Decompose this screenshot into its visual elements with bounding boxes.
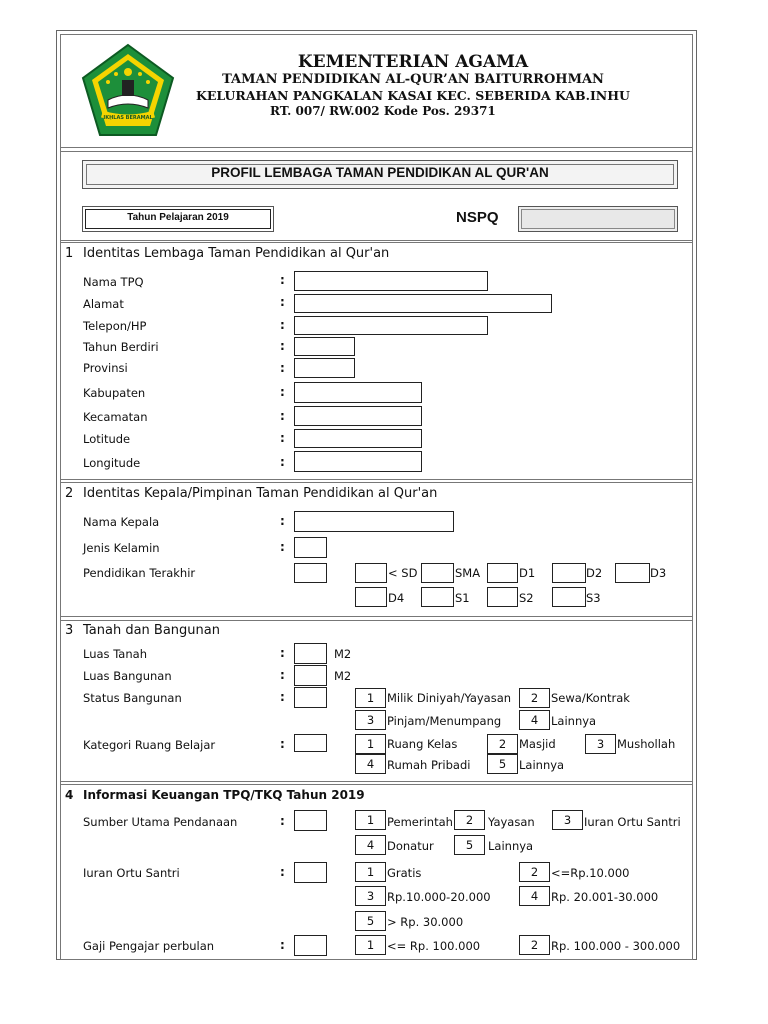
- status-option-4[interactable]: 4: [519, 710, 550, 730]
- iuran-ortu-field[interactable]: [294, 862, 327, 883]
- luas-tanah-unit: M2: [334, 647, 352, 661]
- tahun-berdiri-field[interactable]: [294, 337, 355, 356]
- edu-option-s2-label: S2: [519, 591, 534, 605]
- label-gaji-pengajar: Gaji Pengajar perbulan: [83, 939, 215, 953]
- colon: :: [280, 295, 285, 309]
- colon: :: [280, 690, 285, 704]
- iuran-option-3[interactable]: 3: [355, 886, 386, 906]
- telepon-field[interactable]: [294, 316, 488, 335]
- pendidikan-field[interactable]: [294, 563, 327, 583]
- kabupaten-field[interactable]: [294, 382, 422, 403]
- provinsi-field[interactable]: [294, 358, 355, 378]
- edu-option-sd[interactable]: [355, 563, 387, 583]
- ruang-option-2[interactable]: 2: [487, 734, 518, 754]
- colon: :: [280, 385, 285, 399]
- label-status-bangunan: Status Bangunan: [83, 691, 182, 705]
- label-sumber-dana: Sumber Utama Pendanaan: [83, 815, 238, 829]
- luas-bangunan-unit: M2: [334, 669, 352, 683]
- status-option-3-label: Pinjam/Menumpang: [387, 714, 502, 728]
- colon: :: [280, 737, 285, 751]
- colon: :: [280, 318, 285, 332]
- iuran-option-1[interactable]: 1: [355, 862, 386, 882]
- label-longitude: Longitude: [83, 456, 141, 470]
- nspq-field-inner: [521, 209, 675, 229]
- iuran-option-2[interactable]: 2: [519, 862, 550, 882]
- colon: :: [280, 814, 285, 828]
- edu-option-d4-label: D4: [388, 591, 405, 605]
- iuran-option-5-label: > Rp. 30.000: [387, 915, 464, 929]
- ruang-option-1-label: Ruang Kelas: [387, 737, 458, 751]
- section-2-title: Identitas Kepala/Pimpinan Taman Pendidikan al Qur'an: [83, 486, 438, 501]
- edu-option-d1[interactable]: [487, 563, 518, 583]
- label-luas-tanah: Luas Tanah: [83, 647, 147, 661]
- dana-option-5-label: Lainnya: [488, 839, 534, 853]
- edu-option-s2[interactable]: [487, 587, 518, 607]
- luas-tanah-field[interactable]: [294, 643, 327, 664]
- edu-option-sma[interactable]: [421, 563, 454, 583]
- header-ministry: KEMENTERIAN AGAMA: [297, 52, 529, 72]
- alamat-field[interactable]: [294, 294, 552, 313]
- colon: :: [280, 938, 285, 952]
- kategori-ruang-field[interactable]: [294, 734, 327, 752]
- colon: :: [280, 339, 285, 353]
- section-1-title: Identitas Lembaga Taman Pendidikan al Qur'an: [83, 246, 390, 261]
- ruang-option-5[interactable]: 5: [487, 754, 518, 774]
- ruang-option-1[interactable]: 1: [355, 734, 386, 754]
- section-3-number: 3: [65, 623, 74, 638]
- nama-kepala-field[interactable]: [294, 511, 454, 532]
- dana-option-2[interactable]: 2: [454, 810, 485, 830]
- edu-option-d2[interactable]: [552, 563, 586, 583]
- colon: :: [280, 409, 285, 423]
- iuran-option-4[interactable]: 4: [519, 886, 550, 906]
- label-alamat: Alamat: [83, 297, 124, 311]
- label-tahun-berdiri: Tahun Berdiri: [83, 340, 159, 354]
- tahun-pelajaran: Tahun Pelajaran 2019: [127, 212, 229, 223]
- label-nama-kepala: Nama Kepala: [83, 515, 160, 529]
- colon: :: [280, 273, 285, 287]
- label-provinsi: Provinsi: [83, 361, 128, 375]
- dana-option-5[interactable]: 5: [454, 835, 485, 855]
- edu-option-d3-label: D3: [650, 566, 667, 580]
- section-3-title: Tanah dan Bangunan: [83, 623, 220, 638]
- dana-option-2-label: Yayasan: [488, 815, 535, 829]
- header-postal: RT. 007/ RW.002 Kode Pos. 29371: [270, 104, 496, 118]
- dana-option-1-label: Pemerintah: [387, 815, 453, 829]
- label-nama-tpq: Nama TPQ: [83, 275, 144, 289]
- ruang-option-3-label: Mushollah: [617, 737, 676, 751]
- ruang-option-4-label: Rumah Pribadi: [387, 758, 471, 772]
- latitude-field[interactable]: [294, 429, 422, 448]
- status-option-4-label: Lainnya: [551, 714, 597, 728]
- iuran-option-2-label: <=Rp.10.000: [551, 866, 630, 880]
- header-address: KELURAHAN PANGKALAN KASAI KEC. SEBERIDA KAB.INHU: [196, 88, 630, 103]
- edu-option-d1-label: D1: [519, 566, 536, 580]
- label-kecamatan: Kecamatan: [83, 410, 148, 424]
- colon: :: [280, 668, 285, 682]
- dana-option-3-label: Iuran Ortu Santri: [584, 815, 681, 829]
- edu-option-s1[interactable]: [421, 587, 454, 607]
- label-iuran-ortu: Iuran Ortu Santri: [83, 866, 180, 880]
- label-luas-bangunan: Luas Bangunan: [83, 669, 172, 683]
- ruang-option-5-label: Lainnya: [519, 758, 565, 772]
- colon: :: [280, 540, 285, 554]
- iuran-option-5[interactable]: 5: [355, 911, 386, 931]
- edu-option-sma-label: SMA: [455, 566, 481, 580]
- gaji-option-2[interactable]: 2: [519, 935, 550, 955]
- edu-option-d3[interactable]: [615, 563, 650, 583]
- iuran-option-3-label: Rp.10.000-20.000: [387, 890, 491, 904]
- jenis-kelamin-field[interactable]: [294, 537, 327, 558]
- status-option-1[interactable]: 1: [355, 688, 386, 708]
- dana-option-4-label: Donatur: [387, 839, 434, 853]
- edu-option-s3-label: S3: [586, 591, 601, 605]
- nspq-label: NSPQ: [456, 209, 499, 226]
- label-telepon: Telepon/HP: [83, 319, 147, 333]
- section-4-title: Informasi Keuangan TPQ/TKQ Tahun 2019: [83, 788, 365, 802]
- label-kategori-ruang: Kategori Ruang Belajar: [83, 738, 216, 752]
- kecamatan-field[interactable]: [294, 406, 422, 426]
- edu-option-s3[interactable]: [552, 587, 586, 607]
- dana-option-4[interactable]: 4: [355, 835, 386, 855]
- dana-option-3[interactable]: 3: [552, 810, 583, 830]
- gaji-pengajar-field[interactable]: [294, 935, 327, 956]
- label-pendidikan: Pendidikan Terakhir: [83, 566, 196, 580]
- ruang-option-2-label: Masjid: [519, 737, 556, 751]
- status-option-3[interactable]: 3: [355, 710, 386, 730]
- ruang-option-4[interactable]: 4: [355, 754, 386, 774]
- page-title: PROFIL LEMBAGA TAMAN PENDIDIKAN AL QUR'AN: [211, 165, 549, 180]
- section-1-number: 1: [65, 246, 74, 261]
- colon: :: [280, 865, 285, 879]
- status-option-2[interactable]: 2: [519, 688, 550, 708]
- label-kabupaten: Kabupaten: [83, 386, 146, 400]
- section-2-number: 2: [65, 486, 74, 501]
- status-option-1-label: Milik Diniyah/Yayasan: [387, 691, 512, 705]
- dana-option-1[interactable]: 1: [355, 810, 386, 830]
- kemenag-logo: [80, 42, 176, 140]
- sumber-dana-field[interactable]: [294, 810, 327, 831]
- label-jenis-kelamin: Jenis Kelamin: [83, 541, 160, 555]
- svg-text:IKHLAS BERAMAL: IKHLAS BERAMAL: [103, 115, 153, 121]
- colon: :: [280, 361, 285, 375]
- edu-option-s1-label: S1: [455, 591, 470, 605]
- edu-option-d2-label: D2: [586, 566, 603, 580]
- colon: :: [280, 514, 285, 528]
- nama-tpq-field[interactable]: [294, 271, 488, 291]
- section-4-number: 4: [65, 788, 74, 802]
- label-latitude: Lotitude: [83, 432, 131, 446]
- gaji-option-1-label: <= Rp. 100.000: [387, 939, 481, 953]
- colon: :: [280, 431, 285, 445]
- gaji-option-1[interactable]: 1: [355, 935, 386, 955]
- longitude-field[interactable]: [294, 451, 422, 472]
- edu-option-sd-label: < SD: [388, 566, 418, 580]
- colon: :: [280, 455, 285, 469]
- iuran-option-4-label: Rp. 20.001-30.000: [551, 890, 659, 904]
- gaji-option-2-label: Rp. 100.000 - 300.000: [551, 939, 681, 953]
- header-institution: TAMAN PENDIDIKAN AL-QUR’AN BAITURROHMAN: [222, 72, 604, 87]
- edu-option-d4[interactable]: [355, 587, 387, 607]
- colon: :: [280, 646, 285, 660]
- status-bangunan-field[interactable]: [294, 687, 327, 708]
- ruang-option-3[interactable]: 3: [585, 734, 616, 754]
- status-option-2-label: Sewa/Kontrak: [551, 691, 630, 705]
- iuran-option-1-label: Gratis: [387, 866, 422, 880]
- luas-bangunan-field[interactable]: [294, 665, 327, 686]
